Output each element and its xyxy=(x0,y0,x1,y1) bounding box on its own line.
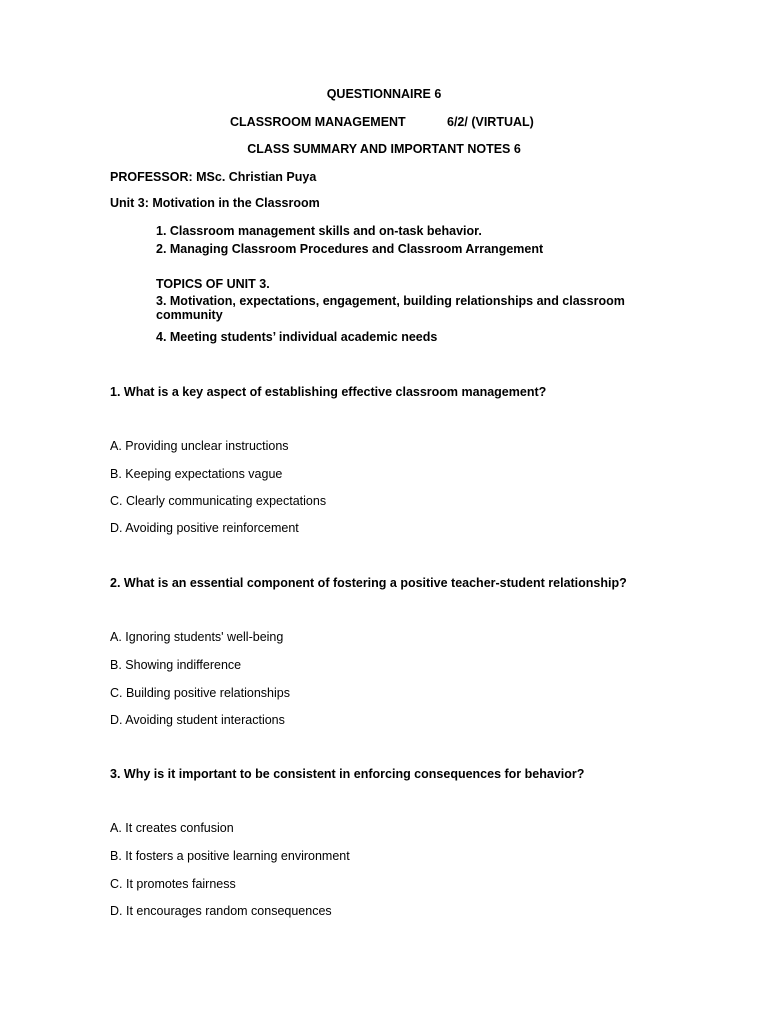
course-name: CLASSROOM MANAGEMENT xyxy=(230,115,406,129)
question-text: 1. What is a key aspect of establishing effective classroom management? xyxy=(110,385,547,399)
answer-option: B. It fosters a positive learning environment xyxy=(110,849,350,863)
document-title: QUESTIONNAIRE 6 xyxy=(326,87,442,101)
objective-item: 2. Managing Classroom Procedures and Classroom Arrangement xyxy=(156,242,544,256)
unit-line: Unit 3: Motivation in the Classroom xyxy=(110,196,320,210)
answer-option: D. Avoiding student interactions xyxy=(110,713,285,727)
answer-option: A. Providing unclear instructions xyxy=(110,439,289,453)
answer-option: C. Building positive relationships xyxy=(110,686,290,700)
answer-option: C. It promotes fairness xyxy=(110,877,236,891)
answer-option: B. Keeping expectations vague xyxy=(110,467,283,481)
question-text: 2. What is an essential component of fostering a positive teacher-student relationship? xyxy=(110,576,627,590)
answer-option: D. Avoiding positive reinforcement xyxy=(110,521,299,535)
question-text: 3. Why is it important to be consistent in enforcing consequences for behavior? xyxy=(110,767,585,781)
answer-option: B. Showing indifference xyxy=(110,658,242,672)
topic-item: 3. Motivation, expectations, engagement, building relationships and classroom community xyxy=(156,294,625,323)
answer-option: D. It encourages random consequences xyxy=(110,904,332,918)
objective-item: 1. Classroom management skills and on-task behavior. xyxy=(156,224,482,238)
summary-title: CLASS SUMMARY AND IMPORTANT NOTES 6 xyxy=(247,142,521,156)
topic-item: 4. Meeting students’ individual academic needs xyxy=(156,330,438,344)
topics-heading: TOPICS OF UNIT 3. xyxy=(156,277,270,291)
answer-option: A. It creates confusion xyxy=(110,821,234,835)
session-date: 6/2/ (VIRTUAL) xyxy=(447,115,534,129)
answer-option: C. Clearly communicating expectations xyxy=(110,494,327,508)
answer-option: A. Ignoring students' well-being xyxy=(110,630,284,644)
professor-line: PROFESSOR: MSc. Christian Puya xyxy=(110,170,317,184)
